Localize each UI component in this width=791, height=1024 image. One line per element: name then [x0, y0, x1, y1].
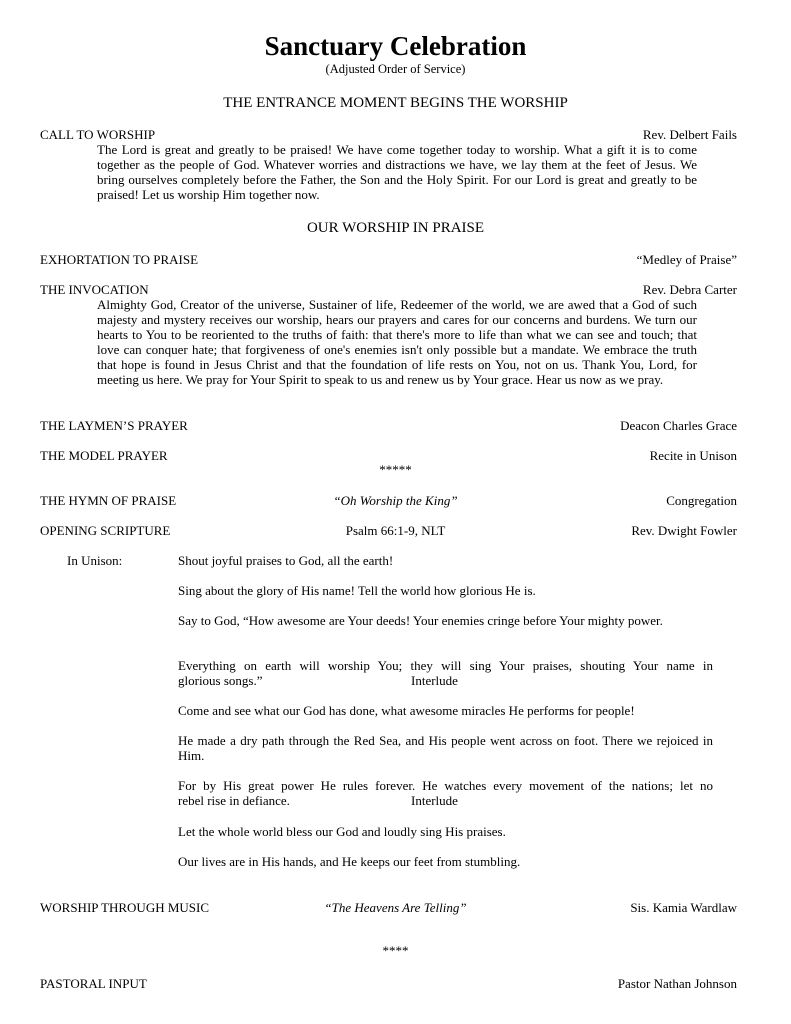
invocation-label: THE INVOCATION	[40, 282, 149, 297]
exhortation-detail: “Medley of Praise”	[636, 252, 737, 267]
scripture-verse-9: Our lives are in His hands, and He keeps our feet from stumbling.	[178, 854, 521, 869]
scripture-leader: Rev. Dwight Fowler	[631, 523, 737, 538]
exhortation-label: EXHORTATION TO PRAISE	[40, 252, 199, 267]
section-heading-praise: OUR WORSHIP IN PRAISE	[306, 220, 485, 236]
scripture-verse-7-line-1: For by His great power He rules forever. He watches every movement of the nations; let no	[178, 778, 713, 793]
model-prayer-leader: Recite in Unison	[649, 448, 737, 463]
section-heading-entrance: THE ENTRANCE MOMENT BEGINS THE WORSHIP	[223, 95, 568, 111]
in-unison-label: In Unison:	[67, 553, 123, 568]
model-prayer-label: THE MODEL PRAYER	[40, 448, 168, 463]
pastoral-input-leader: Pastor Nathan Johnson	[617, 976, 737, 991]
hymn-label: THE HYMN OF PRAISE	[40, 493, 177, 508]
call-to-worship-label: CALL TO WORSHIP	[40, 127, 156, 142]
laymens-prayer-leader: Deacon Charles Grace	[620, 418, 737, 433]
scripture-verse-7	[178, 778, 713, 808]
scripture-verse-4-line-1: Everything on earth will worship You; they will sing Your praises, shouting Your name in	[178, 658, 713, 673]
scripture-verse-8: Let the whole world bless our God and loudly sing His praises.	[178, 824, 506, 839]
scripture-verse-2: Sing about the glory of His name! Tell the world how glorious He is.	[178, 583, 536, 598]
invocation-leader: Rev. Debra Carter	[642, 282, 737, 297]
scripture-verse-4	[178, 658, 713, 688]
scripture-verse-6: He made a dry path through the Red Sea, and His people went across on foot. There we rejoiced in Him.	[178, 733, 713, 763]
page-title: Sanctuary Celebration	[264, 31, 527, 61]
laymens-prayer-label: THE LAYMEN’S PRAYER	[40, 418, 188, 433]
pastoral-input-label: PASTORAL INPUT	[40, 976, 147, 991]
scripture-verse-3: Say to God, “How awesome are Your deeds! Your enemies cringe before Your mighty power.	[178, 613, 663, 628]
scripture-verse-5: Come and see what our God has done, what awesome miracles He performs for people!	[178, 703, 635, 718]
scripture-verse-1: Shout joyful praises to God, all the earth!	[178, 553, 394, 568]
hymn-title: “Oh Worship the King”	[333, 493, 458, 508]
worship-music-label: WORSHIP THROUGH MUSIC	[40, 900, 210, 915]
scripture-label: OPENING SCRIPTURE	[40, 523, 171, 538]
scripture-verse-7-line-2: rebel rise in defiance.	[178, 793, 290, 808]
interlude-marker: Interlude	[411, 673, 458, 688]
interlude-marker: Interlude	[411, 793, 458, 808]
invocation-text: Almighty God, Creator of the universe, Sustainer of life, Redeemer of the world, we are awed that a God of such majesty and mystery receives our worship, hears our prayers and cares for our concerns and burdens. We turn our hearts to You to be reoriented to the truths of faith: that there's more to life than what we can see and touch; that love can conquer hate; that forgiveness of one's enemies isn't only possible but a mandate. We embrace the truth that hope is found in Jesus Christ and that the foundation of life rests on You, not on us. Thank You, Lord, for meeting us here. We pray for Your Spirit to speak to us and renew us by Your grace. Hear us now as we pray.	[97, 297, 697, 387]
worship-music-title: “The Heavens Are Telling”	[324, 900, 467, 915]
divider-stars: *****	[379, 462, 412, 477]
scripture-verse-4-line-2: glorious songs.”	[178, 673, 263, 688]
hymn-leader: Congregation	[666, 493, 737, 508]
worship-music-leader: Sis. Kamia Wardlaw	[630, 900, 737, 915]
page-subtitle: (Adjusted Order of Service)	[325, 62, 466, 76]
scripture-reference: Psalm 66:1-9, NLT	[345, 523, 446, 538]
call-to-worship-text: The Lord is great and greatly to be praised! We have come together today to worship. What a gift it is to come together as the people of God. Whatever worries and distractions we have, we lay them at the feet of Jesus. We bring ourselves completely before the Father, the Son and the Holy Spirit. For our Lord is great and greatly to be praised! Let us worship Him together now.	[97, 142, 697, 202]
divider-stars: ****	[382, 943, 409, 958]
call-to-worship-leader: Rev. Delbert Fails	[642, 127, 737, 142]
